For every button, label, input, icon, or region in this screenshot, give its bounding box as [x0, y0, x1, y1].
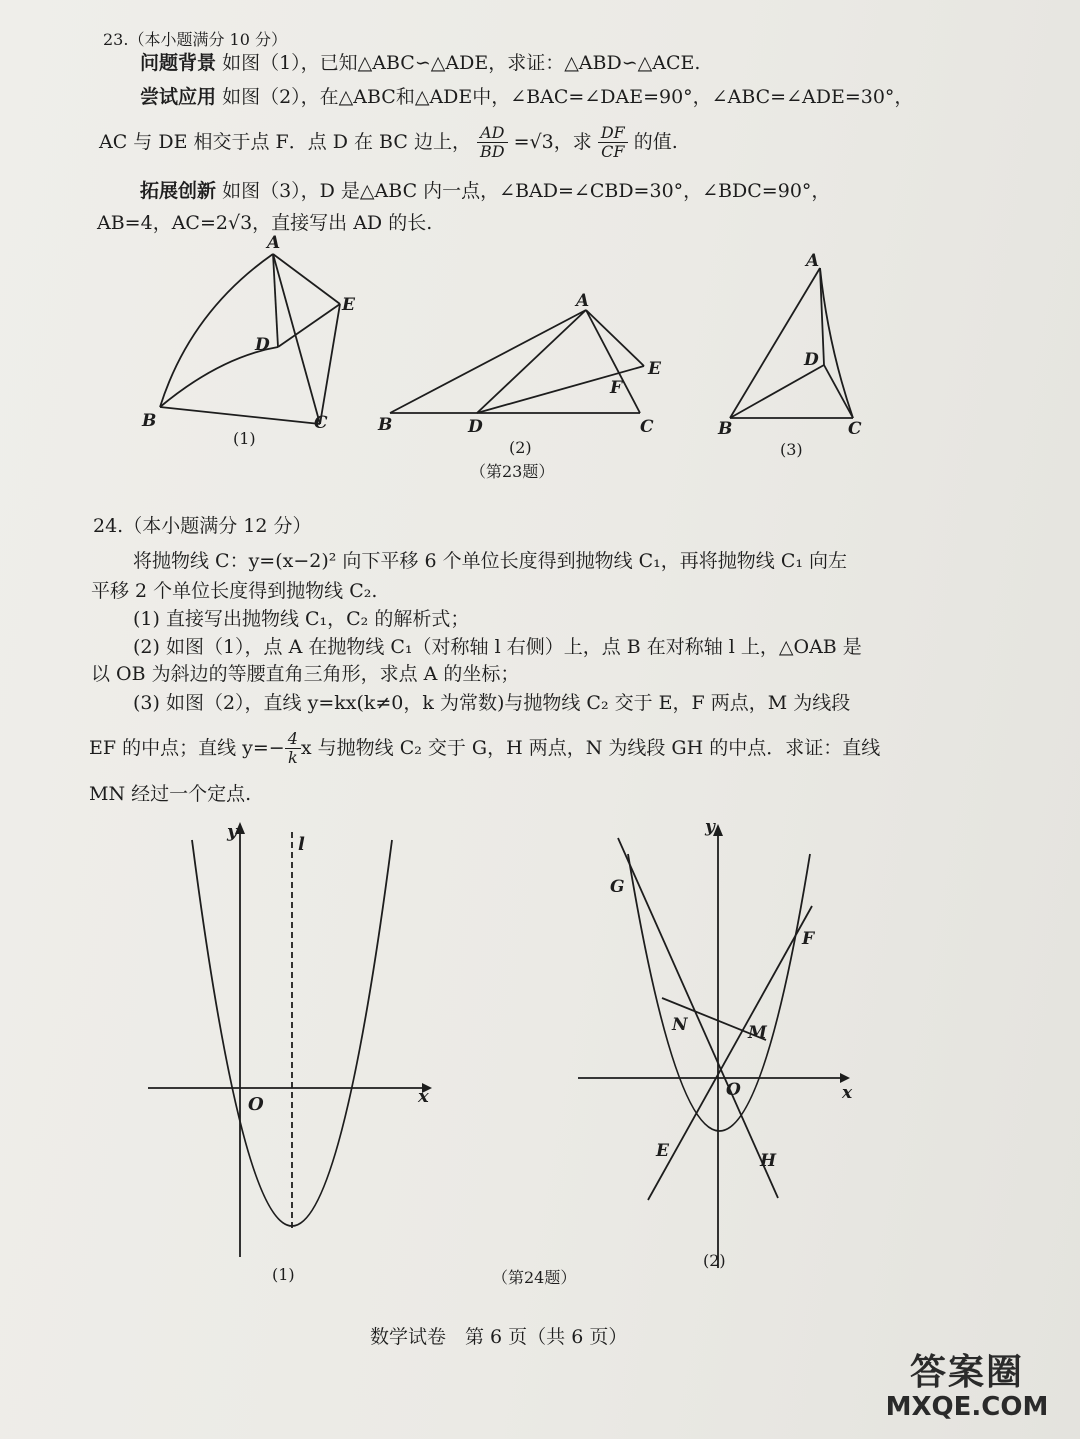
q23-figure-2 — [372, 288, 672, 463]
q23-fig3-caption: (3) — [780, 440, 803, 459]
q24-part-2b: 以 OB 为斜边的等腰直角三角形，求点 A 的坐标； — [91, 663, 520, 685]
q23-application-text-2b: 的值. — [633, 130, 678, 153]
fraction-denominator: CF — [601, 142, 625, 162]
q23-figure-title: （第23题） — [470, 462, 555, 481]
q23-header: 23.（本小题满分 10 分） — [103, 30, 287, 49]
q23-extension-text: 如图（3），D 是△ABC 内一点，∠BAD=∠CBD=30°，∠BDC=90°， — [222, 180, 831, 202]
label-e: E — [648, 359, 661, 379]
q23-fig1-caption: (1) — [233, 429, 256, 448]
q24-part-2a: (2) 如图（1），点 A 在抛物线 C₁（对称轴 l 右侧）上，点 B 在对称轴 l 上，△OAB 是 — [133, 636, 862, 658]
label-c: C — [314, 413, 328, 433]
q23-background — [140, 52, 700, 75]
q24-figure-1 — [140, 812, 440, 1292]
watermark-logo — [872, 1353, 1062, 1423]
edge-ac — [820, 268, 853, 418]
edge-de — [278, 304, 340, 347]
label-a: A — [267, 233, 281, 253]
label-l: l — [298, 834, 305, 855]
q24-part-1: (1) 直接写出抛物线 C₁，C₂ 的解析式； — [133, 608, 470, 630]
q23-application-text-2a: AC 与 DE 相交于点 F．点 D 在 BC 边上， — [99, 130, 471, 153]
q23-fig2-caption: (2) — [509, 438, 532, 457]
fraction-df-cf — [598, 124, 628, 162]
label-d: D — [468, 417, 483, 437]
label-h: H — [760, 1151, 777, 1171]
q24-figure-title: （第24题） — [492, 1268, 577, 1287]
label-y: y — [227, 821, 238, 842]
label-x: x — [842, 1083, 853, 1103]
label-x: x — [418, 1086, 429, 1107]
q23-extension-label: 拓展创新 — [140, 180, 217, 202]
label-o: O — [248, 1094, 264, 1115]
q24-fig1-caption: (1) — [272, 1265, 295, 1284]
label-b: B — [718, 419, 733, 439]
label-m: M — [748, 1023, 767, 1043]
label-n: N — [672, 1015, 688, 1035]
watermark-line-1: 答案圈 — [909, 1352, 1024, 1393]
q23-figure-3 — [700, 250, 880, 465]
edge-bd — [160, 347, 278, 407]
label-b: B — [378, 415, 393, 435]
q23-extension-line2: AB=4，AC=2√3，直接写出 AD 的长. — [97, 212, 433, 234]
label-e: E — [656, 1141, 669, 1161]
label-f: F — [802, 929, 815, 949]
q23-application-text: 如图（2），在△ABC和△ADE中，∠BAC=∠DAE=90°，∠ABC=∠ADE=30°， — [222, 86, 914, 108]
page-footer: 数学试卷 第 6 页（共 6 页） — [370, 1326, 628, 1348]
edge-bd — [730, 365, 824, 418]
q23-figure-1 — [130, 232, 370, 457]
edge-bc — [160, 407, 320, 424]
q24-paragraph-1a: 将抛物线 C：y=(x−2)² 向下平移 6 个单位长度得到抛物线 C₁，再将抛物线 C₁ 向左 — [133, 550, 848, 572]
q24-part-3b-start: EF 的中点；直线 y=− — [89, 736, 285, 759]
edge-ab — [390, 310, 586, 413]
q24-figure-2 — [570, 808, 870, 1278]
label-f: F — [610, 378, 623, 398]
fraction-denominator: k — [287, 748, 298, 768]
label-o: O — [726, 1080, 741, 1100]
q24-fig2-caption: (2) — [703, 1251, 726, 1270]
fraction-denominator: BD — [480, 142, 505, 162]
label-a: A — [806, 251, 820, 271]
label-d: D — [255, 335, 270, 355]
label-b: B — [142, 411, 157, 431]
fraction-numerator: 4 — [285, 730, 301, 749]
fraction-4-over-k — [285, 730, 301, 768]
label-a: A — [576, 291, 590, 311]
edge-ab — [160, 254, 273, 407]
edge-ab — [730, 268, 820, 418]
label-c: C — [848, 419, 862, 439]
q24-part-3a: (3) 如图（2），直线 y=kx(k≠0，k 为常数)与抛物线 C₂ 交于 E，F 两点，M 为线段 — [133, 692, 851, 714]
equals-sqrt3: =√3，求 — [513, 130, 592, 153]
q23-application — [140, 86, 913, 109]
q24-part-3b-end: x 与抛物线 C₂ 交于 G，H 两点，N 为线段 GH 的中点．求证：直线 — [300, 736, 881, 759]
label-d: D — [804, 350, 819, 370]
label-e: E — [342, 295, 355, 315]
parabola-c2 — [628, 854, 810, 1131]
q24-part-3b — [89, 730, 880, 768]
edge-ae — [586, 310, 644, 366]
q23-application-label: 尝试应用 — [140, 86, 217, 108]
label-g: G — [610, 877, 625, 897]
line-gh — [618, 838, 778, 1198]
x-axis-arrow — [840, 1073, 850, 1083]
watermark-line-2: MXQE.COM — [885, 1392, 1049, 1422]
label-y: y — [705, 817, 715, 837]
q24-paragraph-1b: 平移 2 个单位长度得到抛物线 C₂. — [91, 580, 378, 602]
q23-application-line2 — [99, 124, 678, 162]
edge-ac — [273, 254, 320, 424]
q23-background-label: 问题背景 — [140, 52, 217, 74]
q24-part-3c: MN 经过一个定点. — [89, 783, 252, 805]
q24-header: 24.（本小题满分 12 分） — [93, 515, 312, 537]
q23-extension — [140, 180, 830, 203]
fraction-numerator: AD — [477, 124, 508, 143]
fraction-ad-bd — [477, 124, 508, 162]
edge-ce — [320, 304, 340, 424]
label-c: C — [640, 417, 654, 437]
q23-background-text: 如图（1），已知△ABC∽△ADE，求证：△ABD∽△ACE. — [222, 52, 701, 74]
edge-ae — [273, 254, 340, 304]
line-ef — [648, 906, 812, 1200]
fraction-numerator: DF — [598, 124, 628, 143]
